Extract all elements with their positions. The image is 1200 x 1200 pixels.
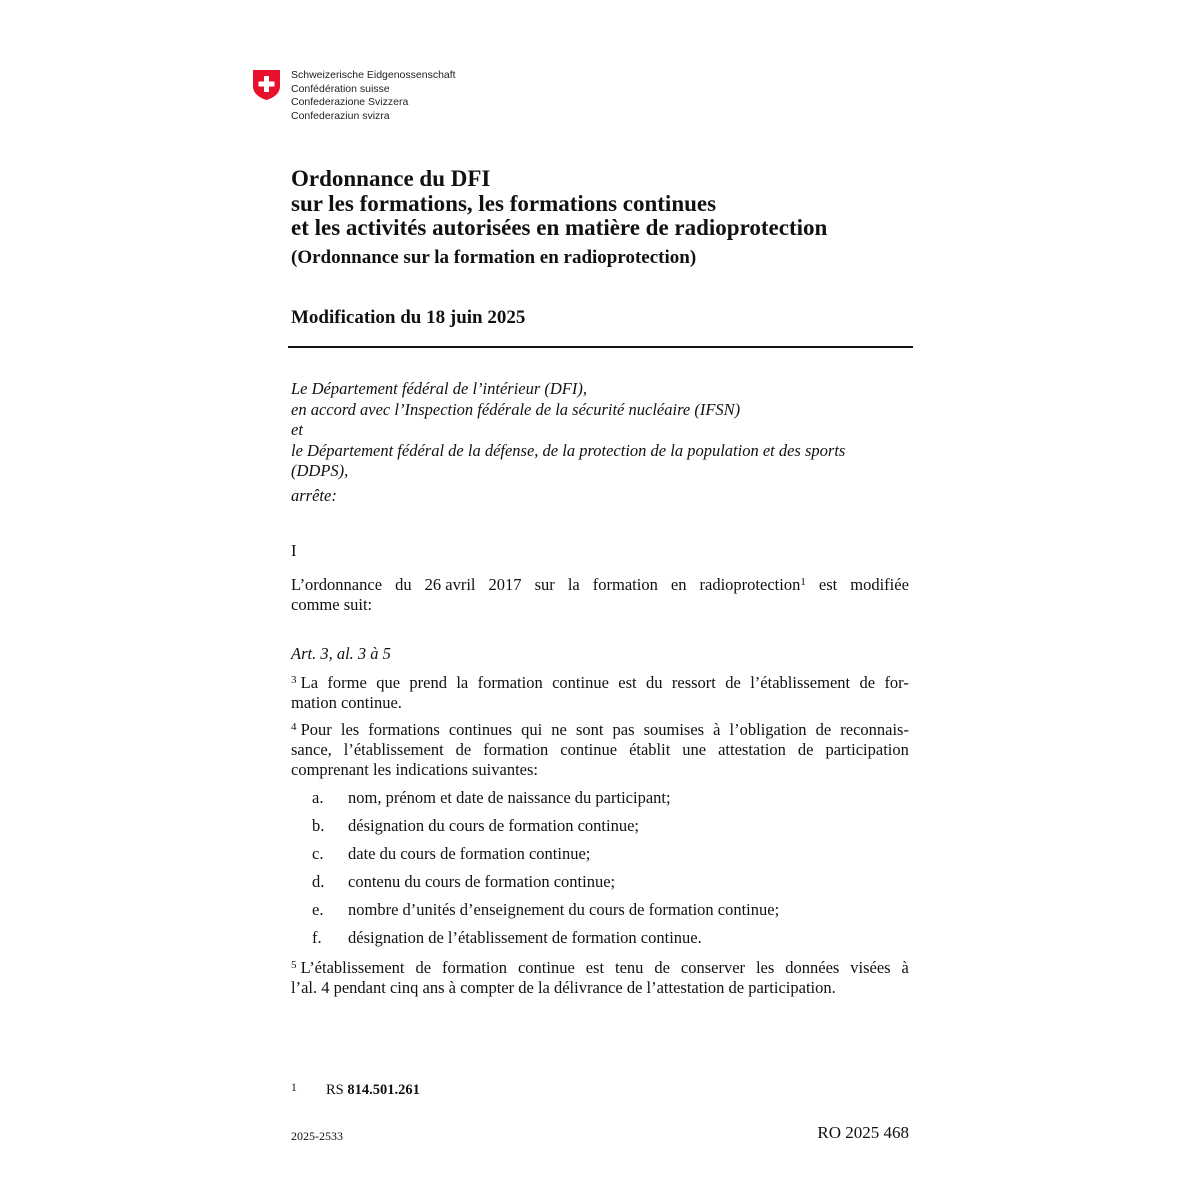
list-item: [291, 872, 911, 900]
word: reconnais-: [840, 720, 909, 739]
word: de: [455, 740, 472, 759]
list-item: [291, 844, 911, 872]
preamble-line: (DDPS),: [291, 461, 349, 480]
preamble-line: et: [291, 420, 303, 439]
word: L’ordonnance: [291, 575, 383, 594]
word: données: [785, 958, 840, 977]
word: modifiée: [850, 575, 909, 594]
word: du: [395, 575, 412, 594]
federation-line-de: Schweizerische Eidgenossenschaft: [291, 69, 456, 81]
word: de: [815, 720, 832, 739]
word: L’établissement: [300, 958, 405, 977]
short-title: (Ordonnance sur la formation en radioprotection): [291, 247, 697, 268]
title-line-2: sur les formations, les formations continues: [291, 190, 717, 216]
paragraph-line: l’al. 4 pendant cinq ans à compter de la délivrance de l’attestation de participation.: [291, 978, 836, 997]
word: [291, 673, 318, 693]
word: formation: [477, 673, 543, 692]
paragraph-3: [291, 673, 909, 713]
list-item-label: d.: [312, 872, 325, 891]
word: continue: [560, 740, 618, 759]
word: de: [415, 958, 432, 977]
word: soumises: [643, 720, 705, 739]
document-number: 2025-2533: [291, 1129, 343, 1143]
modification-date: Modification du 18 juin 2025: [291, 307, 526, 328]
word: continues: [448, 720, 513, 739]
word: la: [456, 673, 469, 692]
page-title: [291, 167, 827, 241]
list-item: [291, 788, 911, 816]
federation-line-fr: Confédération suisse: [291, 82, 390, 95]
word: conserver: [680, 958, 746, 977]
word: radioprotection: [699, 575, 801, 594]
list-item-text: contenu du cours de formation continue;: [348, 872, 616, 891]
word: formation: [592, 575, 658, 594]
word: participation: [825, 740, 909, 759]
list-item: [291, 816, 911, 844]
word: continue: [517, 958, 575, 977]
word: prend: [409, 673, 447, 692]
footnote-ref: 1: [800, 576, 806, 588]
article-heading: Art. 3, al. 3 à 5: [291, 644, 391, 663]
paragraph-line: [291, 958, 909, 978]
word: sance,: [291, 740, 332, 759]
title-line-3: et les activités autorisées en matière de radioprotection: [291, 215, 828, 240]
word: for-: [884, 673, 909, 692]
paragraph-4: [291, 720, 909, 780]
word: Pour: [300, 720, 332, 739]
paragraph-number: 5: [291, 959, 297, 971]
word: une: [682, 740, 707, 759]
word: sur: [534, 575, 555, 594]
preamble-line: le Département fédéral de la défense, de la protection de la population et des sports: [291, 440, 846, 460]
list-item-text: nombre d’unités d’enseignement du cours de formation continue;: [348, 900, 780, 919]
word: est: [818, 575, 838, 594]
list-item-label: f.: [312, 928, 322, 947]
word: l’établissement: [750, 673, 851, 692]
federation-line-rm: Confederaziun svizra: [291, 109, 390, 122]
crest-cross-horizontal: [259, 82, 275, 87]
paragraph-line: [291, 740, 909, 760]
word: formation: [483, 740, 549, 759]
word: 26 avril: [424, 575, 476, 594]
word: que: [376, 673, 401, 692]
list-item-label: a.: [312, 788, 324, 807]
word: formations: [368, 720, 440, 739]
paragraph-number: 4: [291, 721, 297, 733]
list-item-text: désignation du cours de formation continue;: [348, 816, 639, 835]
paragraph-5: [291, 958, 909, 998]
word: forme: [327, 673, 367, 692]
word: est: [585, 958, 605, 977]
list-item: [291, 900, 911, 928]
paragraph-line: mation continue.: [291, 693, 402, 712]
indication-list: [291, 788, 911, 956]
word: visées: [850, 958, 891, 977]
list-item: [291, 928, 911, 956]
word: du: [646, 673, 663, 692]
intro-line-2: comme suit:: [291, 595, 373, 614]
word: les: [755, 958, 775, 977]
footnote-prefix: RS: [326, 1082, 344, 1098]
word: de: [797, 740, 814, 759]
word: ne: [551, 720, 567, 739]
preamble: [291, 379, 911, 506]
word: pas: [612, 720, 635, 739]
word: continue: [552, 673, 609, 692]
intro-paragraph: [291, 575, 909, 615]
word-with-footnote: [700, 575, 806, 595]
word: ressort: [671, 673, 716, 692]
footnote: [291, 1079, 420, 1099]
word: de: [859, 673, 876, 692]
word: 2017: [488, 575, 522, 594]
word: à: [713, 720, 721, 739]
paragraph-number: 3: [291, 674, 297, 686]
word: [291, 720, 332, 740]
word: de: [654, 958, 670, 977]
list-item-label: b.: [312, 816, 325, 835]
word: [291, 958, 405, 978]
section-number: I: [291, 541, 297, 560]
word: est: [618, 673, 637, 692]
paragraph-line: [291, 673, 909, 693]
word: formation: [441, 958, 508, 977]
word: à: [901, 958, 909, 977]
list-item-text: désignation de l’établissement de formation continue.: [348, 928, 702, 947]
word: en: [670, 575, 687, 594]
word: l’établissement: [343, 740, 444, 759]
word: La: [300, 673, 319, 692]
list-item-text: nom, prénom et date de naissance du participant;: [348, 788, 671, 807]
intro-line-1: [291, 575, 909, 595]
federation-name: [291, 69, 456, 123]
word: l’obligation: [729, 720, 807, 739]
preamble-line: en accord avec l’Inspection fédérale de la sécurité nucléaire (IFSN): [291, 399, 741, 419]
word: établit: [629, 740, 671, 759]
list-item-label: c.: [312, 844, 324, 863]
word: sont: [575, 720, 604, 739]
word: qui: [521, 720, 543, 739]
paragraph-line: [291, 720, 909, 740]
preamble-line: Le Département fédéral de l’intérieur (DFI),: [291, 379, 588, 398]
preamble-arrete: arrête:: [291, 485, 337, 505]
footnote-reference: 814.501.261: [347, 1082, 420, 1098]
title-divider: [288, 346, 913, 348]
federation-line-it: Confederazione Svizzera: [291, 96, 409, 109]
word: attestation: [718, 740, 786, 759]
list-item-text: date du cours de formation continue;: [348, 844, 591, 863]
word: la: [567, 575, 580, 594]
word: de: [725, 673, 741, 692]
swiss-crest-icon: [252, 69, 281, 101]
word: les: [340, 720, 360, 739]
title-line-1: Ordonnance du DFI: [291, 166, 491, 191]
word: tenu: [615, 958, 644, 977]
official-compilation-reference: RO 2025 468: [817, 1123, 909, 1142]
paragraph-line: comprenant les indications suivantes:: [291, 760, 538, 779]
list-item-label: e.: [312, 900, 324, 919]
footnote-number: 1: [291, 1082, 297, 1094]
